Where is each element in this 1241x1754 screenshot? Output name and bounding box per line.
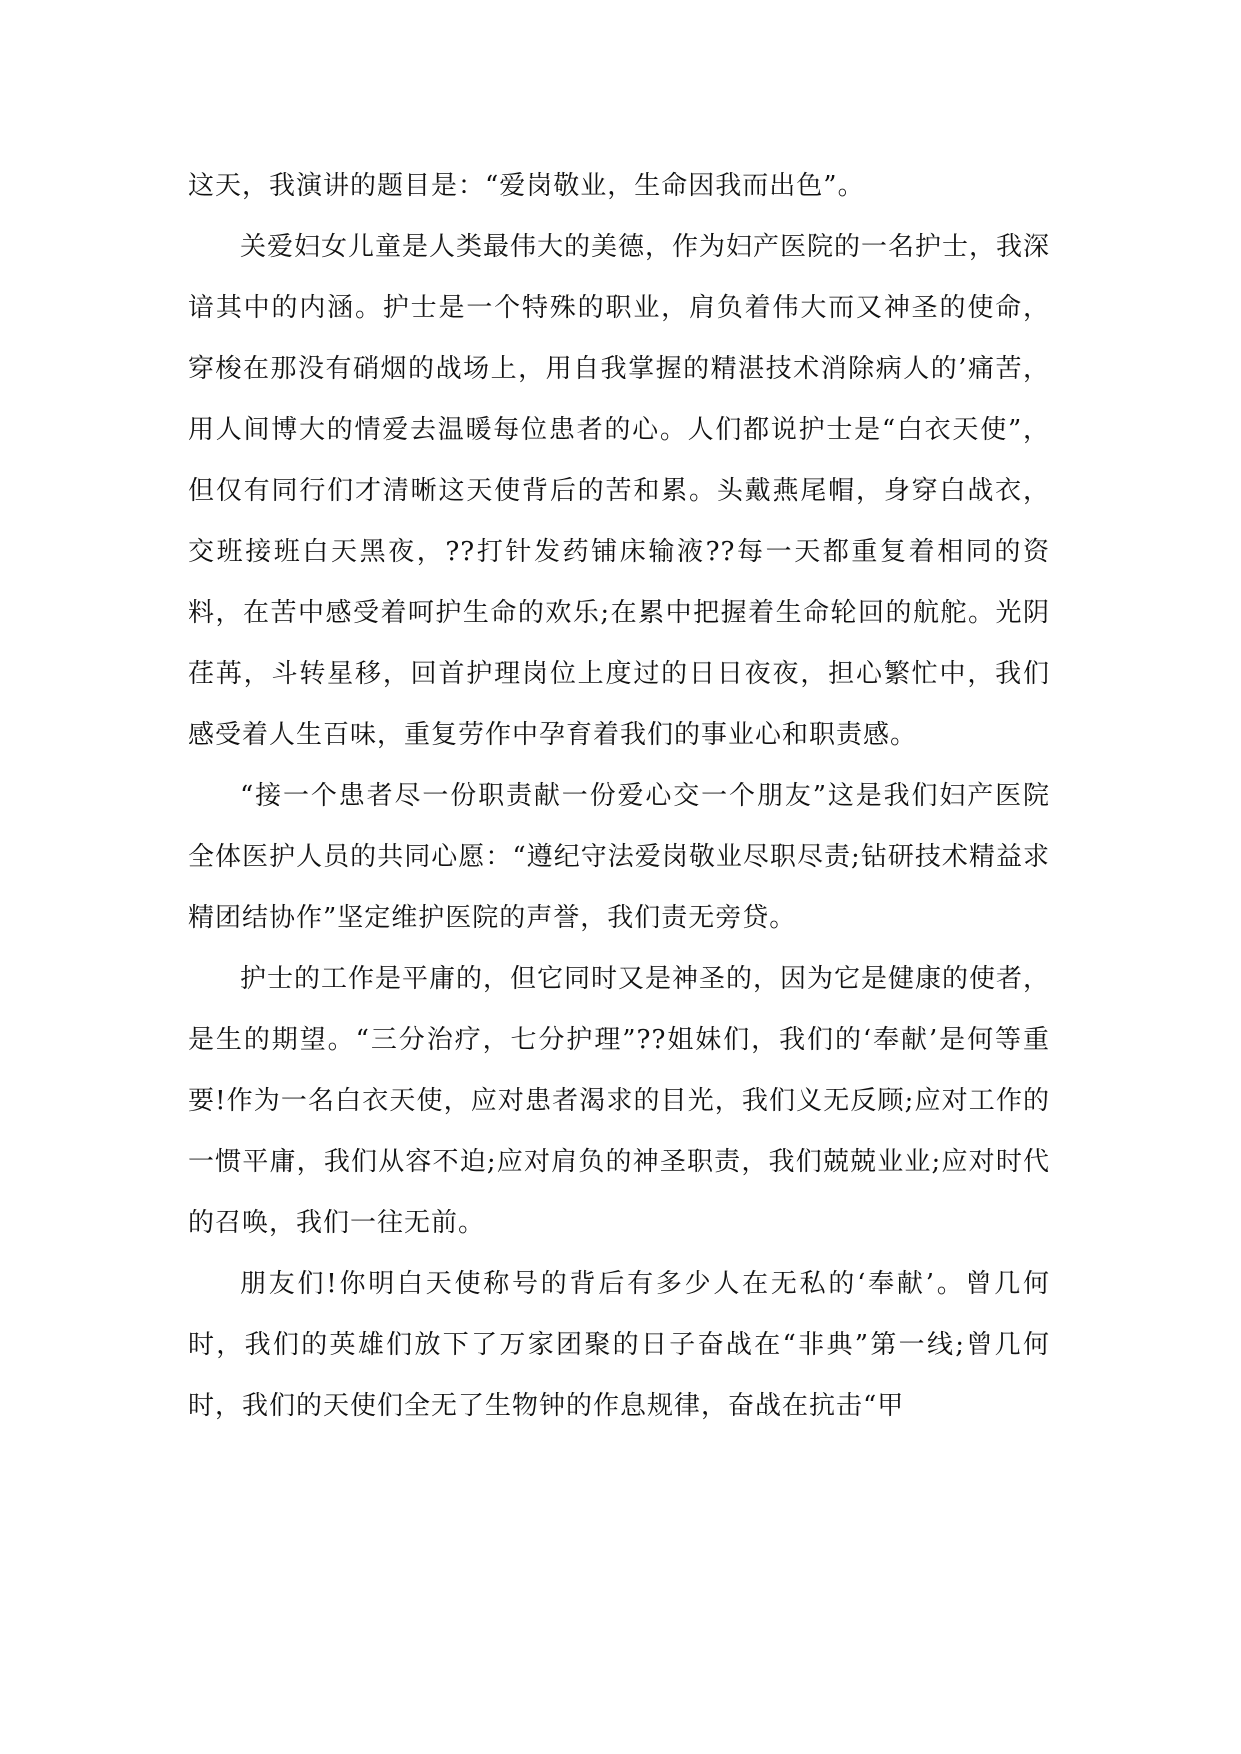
paragraph-hospital-vow: “接一个患者尽一份职责献一份爱心交一个朋友”这是我们妇产医院全体医护人员的共同心愿：“遵纪守法爱岗敬业尽职尽责;钻研技术精益求精团结协作”坚定维护医院的声誉，我们责无旁贷。: [188, 781, 1050, 933]
paragraph-nurse-mission: 关爱妇女儿童是人类最伟大的美德，作为妇产医院的一名护士，我深谙其中的内涵。护士是一个特殊的职业，肩负着伟大而又神圣的使命，穿梭在那没有硝烟的战场上，用自我掌握的精湛技术消除病人的’痛苦，用人间博大的情爱去温暖每位患者的心。人们都说护士是“白衣天使”，但仅有同行们才清晰这天使背后的苦和累。头戴燕尾帽，身穿白战衣，交班接班白天黑夜，??打针发药铺床输液??每一天都重复着相同的资料，在苦中感受着呵护生命的欢乐;在累中把握着生命轮回的航舵。光阴荏苒，斗转星移，回首护理岗位上度过的日日夜夜，担心繁忙中，我们感受着人生百味，重复劳作中孕育着我们的事业心和职责感。: [188, 232, 1051, 750]
speech-text-body: [188, 156, 1050, 1437]
paragraph-nursing-importance: 护士的工作是平庸的，但它同时又是神圣的，因为它是健康的使者，是生的期望。“三分治疗，七分护理”??姐妹们，我们的‘奉献’是何等重要!作为一名白衣天使，应对患者渴求的目光，我们义无反顾;应对工作的一惯平庸，我们从容不迫;应对肩负的神圣职责，我们兢兢业业;应对时代的召唤，我们一往无前。: [188, 964, 1051, 1238]
paragraph-topic: 这天，我演讲的题目是：“爱岗敬业，生命因我而出色”。: [188, 171, 865, 201]
paragraph-dedication: 朋友们!你明白天使称号的背后有多少人在无私的‘奉献’。曾几何时，我们的英雄们放下了万家团聚的日子奋战在“非典”第一线;曾几何时，我们的天使们全无了生物钟的作息规律，奋战在抗击“甲: [188, 1269, 1050, 1421]
